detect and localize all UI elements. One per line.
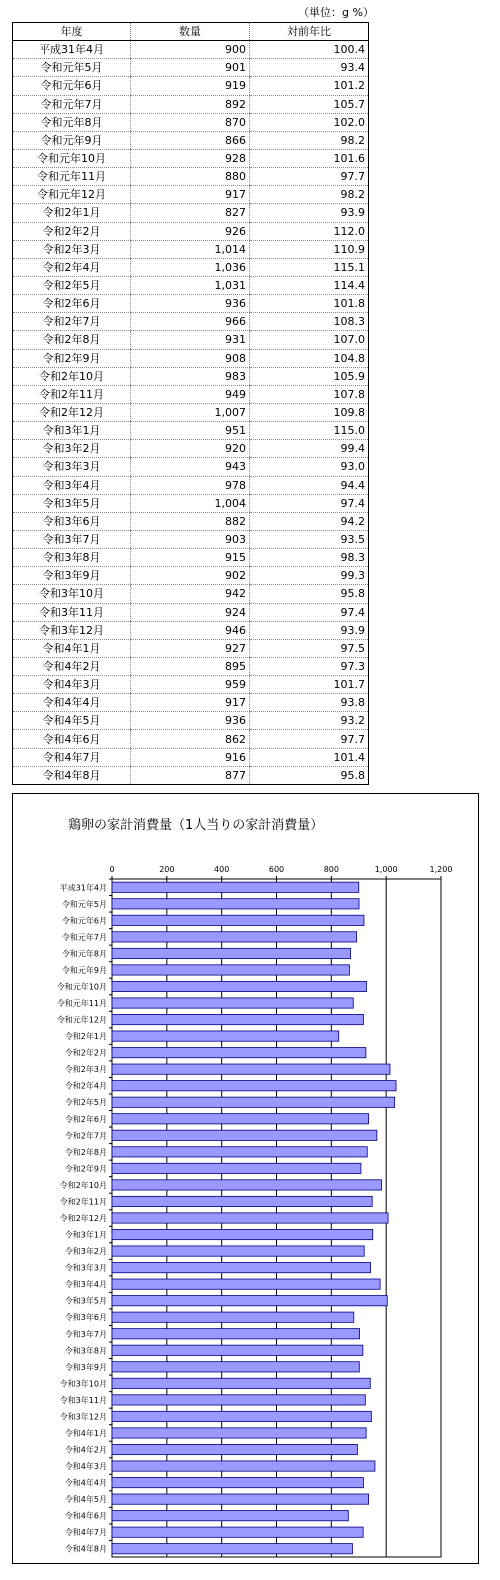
cell-yoy-ratio: 98.2 bbox=[250, 131, 369, 149]
table-row bbox=[13, 676, 369, 694]
bar bbox=[112, 1014, 363, 1024]
cell-yoy-ratio: 107.8 bbox=[250, 385, 369, 403]
cell-yoy-ratio: 95.8 bbox=[250, 766, 369, 784]
bar bbox=[112, 1362, 359, 1372]
cell-yoy-ratio: 108.3 bbox=[250, 313, 369, 331]
table-row bbox=[13, 748, 369, 766]
bar bbox=[112, 1527, 363, 1537]
cell-yoy-ratio: 105.7 bbox=[250, 95, 369, 113]
cell-month: 令和元年5月 bbox=[13, 59, 131, 77]
table-row bbox=[13, 403, 369, 421]
cell-month: 令和3年10月 bbox=[13, 585, 131, 603]
cell-quantity: 949 bbox=[131, 385, 250, 403]
cell-quantity: 1,014 bbox=[131, 240, 250, 258]
bar bbox=[112, 1378, 370, 1388]
cell-yoy-ratio: 93.9 bbox=[250, 204, 369, 222]
y-tick-label: 令和元年5月 bbox=[61, 899, 107, 909]
table-row bbox=[13, 149, 369, 167]
cell-quantity: 892 bbox=[131, 95, 250, 113]
y-tick-label: 令和2年3月 bbox=[64, 1065, 107, 1075]
bar bbox=[112, 1428, 366, 1438]
table-row bbox=[13, 331, 369, 349]
cell-yoy-ratio: 107.0 bbox=[250, 331, 369, 349]
bar bbox=[112, 965, 349, 975]
bar bbox=[112, 899, 359, 909]
header-year: 年度 bbox=[13, 23, 131, 41]
cell-yoy-ratio: 99.3 bbox=[250, 567, 369, 585]
table-body bbox=[13, 41, 369, 785]
cell-month: 令和4年8月 bbox=[13, 766, 131, 784]
cell-yoy-ratio: 99.4 bbox=[250, 440, 369, 458]
cell-month: 令和2年8月 bbox=[13, 331, 131, 349]
cell-month: 令和元年10月 bbox=[13, 149, 131, 167]
cell-yoy-ratio: 93.8 bbox=[250, 694, 369, 712]
y-tick-label: 令和2年7月 bbox=[64, 1131, 107, 1141]
table-row bbox=[13, 204, 369, 222]
table-row bbox=[13, 639, 369, 657]
table-row bbox=[13, 458, 369, 476]
bar bbox=[112, 981, 366, 991]
bar bbox=[112, 1097, 395, 1107]
cell-month: 令和3年8月 bbox=[13, 549, 131, 567]
cell-quantity: 966 bbox=[131, 313, 250, 331]
cell-quantity: 919 bbox=[131, 77, 250, 95]
cell-quantity: 924 bbox=[131, 603, 250, 621]
bar bbox=[112, 1064, 390, 1074]
cell-month: 令和4年2月 bbox=[13, 657, 131, 675]
cell-yoy-ratio: 115.1 bbox=[250, 258, 369, 276]
cell-month: 令和元年9月 bbox=[13, 131, 131, 149]
bar bbox=[112, 1444, 357, 1454]
bar bbox=[112, 1163, 361, 1173]
y-tick-label: 令和2年5月 bbox=[64, 1098, 107, 1108]
cell-quantity: 917 bbox=[131, 186, 250, 204]
table-row bbox=[13, 113, 369, 131]
cell-yoy-ratio: 104.8 bbox=[250, 349, 369, 367]
cell-yoy-ratio: 94.2 bbox=[250, 512, 369, 530]
cell-quantity: 928 bbox=[131, 149, 250, 167]
y-tick-label: 令和2年10月 bbox=[59, 1180, 107, 1190]
y-tick-label: 令和3年4月 bbox=[64, 1280, 107, 1290]
cell-month: 令和元年12月 bbox=[13, 186, 131, 204]
cell-month: 令和4年7月 bbox=[13, 748, 131, 766]
cell-yoy-ratio: 105.9 bbox=[250, 367, 369, 385]
y-tick-label: 令和4年5月 bbox=[64, 1495, 107, 1505]
cell-yoy-ratio: 109.8 bbox=[250, 403, 369, 421]
bar bbox=[112, 1147, 367, 1157]
y-tick-label: 令和4年1月 bbox=[64, 1428, 107, 1438]
bar bbox=[112, 948, 351, 958]
cell-month: 令和4年6月 bbox=[13, 730, 131, 748]
cell-month: 令和3年3月 bbox=[13, 458, 131, 476]
cell-yoy-ratio: 97.7 bbox=[250, 730, 369, 748]
cell-quantity: 866 bbox=[131, 131, 250, 149]
y-tick-label: 令和3年9月 bbox=[64, 1362, 107, 1372]
y-tick-label: 令和3年6月 bbox=[64, 1313, 107, 1323]
x-tick-label: 1,200 bbox=[429, 865, 453, 874]
cell-quantity: 936 bbox=[131, 295, 250, 313]
cell-quantity: 880 bbox=[131, 168, 250, 186]
cell-yoy-ratio: 97.4 bbox=[250, 603, 369, 621]
cell-quantity: 903 bbox=[131, 530, 250, 548]
header-yoy-ratio: 対前年比 bbox=[250, 23, 369, 41]
bar bbox=[112, 1114, 369, 1124]
table-row bbox=[13, 530, 369, 548]
table-row bbox=[13, 422, 369, 440]
cell-yoy-ratio: 97.4 bbox=[250, 494, 369, 512]
cell-month: 令和3年12月 bbox=[13, 621, 131, 639]
y-tick-label: 令和元年8月 bbox=[61, 949, 107, 959]
y-tick-label: 令和3年3月 bbox=[64, 1263, 107, 1273]
cell-month: 令和3年1月 bbox=[13, 422, 131, 440]
y-tick-label: 令和3年7月 bbox=[64, 1329, 107, 1339]
bar bbox=[112, 1081, 396, 1091]
y-tick-label: 令和3年5月 bbox=[64, 1296, 107, 1306]
cell-quantity: 917 bbox=[131, 694, 250, 712]
y-tick-label: 令和2年6月 bbox=[64, 1114, 107, 1124]
bar bbox=[112, 915, 364, 925]
y-tick-label: 令和4年7月 bbox=[64, 1528, 107, 1538]
cell-quantity: 895 bbox=[131, 657, 250, 675]
y-tick-label: 平成31年4月 bbox=[59, 883, 107, 893]
cell-month: 令和元年7月 bbox=[13, 95, 131, 113]
cell-month: 令和2年3月 bbox=[13, 240, 131, 258]
table-row bbox=[13, 95, 369, 113]
table-row bbox=[13, 349, 369, 367]
table-row bbox=[13, 313, 369, 331]
y-tick-label: 令和2年12月 bbox=[59, 1214, 107, 1223]
y-tick-label: 令和4年3月 bbox=[64, 1462, 107, 1472]
cell-month: 令和4年1月 bbox=[13, 639, 131, 657]
bar bbox=[112, 1461, 375, 1471]
cell-quantity: 978 bbox=[131, 476, 250, 494]
cell-month: 令和2年12月 bbox=[13, 403, 131, 421]
table-row bbox=[13, 476, 369, 494]
y-tick-label: 令和4年6月 bbox=[64, 1511, 107, 1521]
cell-quantity: 983 bbox=[131, 367, 250, 385]
y-tick-label: 令和元年10月 bbox=[56, 982, 107, 992]
cell-quantity: 908 bbox=[131, 349, 250, 367]
cell-month: 令和3年7月 bbox=[13, 530, 131, 548]
cell-month: 令和4年5月 bbox=[13, 712, 131, 730]
table-row bbox=[13, 512, 369, 530]
table-row bbox=[13, 385, 369, 403]
table-row bbox=[13, 657, 369, 675]
y-tick-label: 令和元年11月 bbox=[56, 999, 107, 1009]
cell-quantity: 1,036 bbox=[131, 258, 250, 276]
table-row bbox=[13, 440, 369, 458]
y-tick-label: 令和3年8月 bbox=[64, 1346, 107, 1356]
cell-yoy-ratio: 93.0 bbox=[250, 458, 369, 476]
x-tick-label: 0 bbox=[109, 865, 115, 874]
table-row bbox=[13, 222, 369, 240]
table-row bbox=[13, 168, 369, 186]
y-tick-label: 令和2年4月 bbox=[64, 1081, 107, 1091]
cell-yoy-ratio: 101.2 bbox=[250, 77, 369, 95]
bar bbox=[112, 1411, 371, 1421]
bar bbox=[112, 1180, 382, 1190]
cell-yoy-ratio: 98.2 bbox=[250, 186, 369, 204]
cell-yoy-ratio: 110.9 bbox=[250, 240, 369, 258]
bar bbox=[112, 1395, 365, 1405]
cell-quantity: 959 bbox=[131, 676, 250, 694]
x-tick-label: 400 bbox=[214, 865, 230, 874]
cell-quantity: 931 bbox=[131, 331, 250, 349]
cell-month: 令和2年9月 bbox=[13, 349, 131, 367]
y-tick-label: 令和元年6月 bbox=[61, 916, 107, 926]
cell-quantity: 882 bbox=[131, 512, 250, 530]
cell-quantity: 1,004 bbox=[131, 494, 250, 512]
x-tick-label: 1,000 bbox=[374, 865, 398, 874]
cell-quantity: 943 bbox=[131, 458, 250, 476]
bar bbox=[112, 1213, 388, 1223]
table-row bbox=[13, 567, 369, 585]
cell-yoy-ratio: 102.0 bbox=[250, 113, 369, 131]
table-row bbox=[13, 276, 369, 294]
table-header-row bbox=[13, 23, 369, 41]
cell-month: 令和3年6月 bbox=[13, 512, 131, 530]
table-row bbox=[13, 59, 369, 77]
cell-yoy-ratio: 98.3 bbox=[250, 549, 369, 567]
cell-quantity: 951 bbox=[131, 422, 250, 440]
bar bbox=[112, 1031, 339, 1041]
cell-month: 令和2年2月 bbox=[13, 222, 131, 240]
y-tick-label: 令和3年2月 bbox=[64, 1247, 107, 1257]
y-tick-label: 令和3年12月 bbox=[59, 1412, 107, 1422]
cell-quantity: 927 bbox=[131, 639, 250, 657]
cell-yoy-ratio: 101.6 bbox=[250, 149, 369, 167]
cell-month: 令和元年8月 bbox=[13, 113, 131, 131]
table-row bbox=[13, 494, 369, 512]
cell-quantity: 1,031 bbox=[131, 276, 250, 294]
header-quantity: 数量 bbox=[131, 23, 250, 41]
bar bbox=[112, 1296, 387, 1306]
x-tick-label: 200 bbox=[159, 865, 175, 874]
y-tick-label: 令和元年9月 bbox=[61, 965, 107, 975]
y-tick-label: 令和4年8月 bbox=[64, 1544, 107, 1554]
table-row bbox=[13, 77, 369, 95]
y-tick-label: 令和3年10月 bbox=[59, 1379, 107, 1389]
bar bbox=[112, 1246, 364, 1256]
cell-month: 令和2年10月 bbox=[13, 367, 131, 385]
cell-yoy-ratio: 97.3 bbox=[250, 657, 369, 675]
cell-quantity: 901 bbox=[131, 59, 250, 77]
cell-quantity: 926 bbox=[131, 222, 250, 240]
bar bbox=[112, 1048, 366, 1058]
cell-month: 令和4年4月 bbox=[13, 694, 131, 712]
table-row bbox=[13, 694, 369, 712]
y-tick-label: 令和3年1月 bbox=[64, 1230, 107, 1240]
cell-yoy-ratio: 93.2 bbox=[250, 712, 369, 730]
table-row bbox=[13, 367, 369, 385]
cell-quantity: 936 bbox=[131, 712, 250, 730]
bar bbox=[112, 1279, 380, 1289]
y-tick-label: 令和4年4月 bbox=[64, 1478, 107, 1488]
cell-yoy-ratio: 97.7 bbox=[250, 168, 369, 186]
cell-yoy-ratio: 93.4 bbox=[250, 59, 369, 77]
bar bbox=[112, 882, 359, 892]
cell-yoy-ratio: 94.4 bbox=[250, 476, 369, 494]
table-row bbox=[13, 131, 369, 149]
y-tick-label: 令和2年2月 bbox=[64, 1048, 107, 1058]
bar bbox=[112, 1130, 377, 1140]
table-row bbox=[13, 730, 369, 748]
cell-quantity: 870 bbox=[131, 113, 250, 131]
x-tick-label: 800 bbox=[323, 865, 339, 874]
cell-month: 平成31年4月 bbox=[13, 41, 131, 59]
cell-yoy-ratio: 95.8 bbox=[250, 585, 369, 603]
cell-yoy-ratio: 93.5 bbox=[250, 530, 369, 548]
y-tick-label: 令和2年9月 bbox=[64, 1164, 107, 1174]
cell-quantity: 862 bbox=[131, 730, 250, 748]
bar bbox=[112, 1312, 354, 1322]
cell-month: 令和3年11月 bbox=[13, 603, 131, 621]
y-tick-label: 令和元年12月 bbox=[56, 1015, 107, 1025]
table-row bbox=[13, 186, 369, 204]
table-row bbox=[13, 295, 369, 313]
data-table bbox=[12, 22, 369, 785]
bar bbox=[112, 1262, 371, 1272]
bar bbox=[112, 998, 353, 1008]
y-tick-label: 令和2年11月 bbox=[59, 1197, 107, 1207]
cell-yoy-ratio: 101.4 bbox=[250, 748, 369, 766]
cell-month: 令和3年5月 bbox=[13, 494, 131, 512]
x-tick-label: 600 bbox=[268, 865, 285, 874]
cell-month: 令和元年6月 bbox=[13, 77, 131, 95]
cell-month: 令和2年11月 bbox=[13, 385, 131, 403]
table-row bbox=[13, 585, 369, 603]
bar-chart bbox=[13, 794, 479, 1564]
cell-quantity: 900 bbox=[131, 41, 250, 59]
cell-yoy-ratio: 100.4 bbox=[250, 41, 369, 59]
cell-yoy-ratio: 97.5 bbox=[250, 639, 369, 657]
cell-month: 令和元年11月 bbox=[13, 168, 131, 186]
cell-month: 令和2年4月 bbox=[13, 258, 131, 276]
bar bbox=[112, 1494, 369, 1504]
bar bbox=[112, 1511, 348, 1521]
cell-quantity: 946 bbox=[131, 621, 250, 639]
bar bbox=[112, 1477, 363, 1487]
cell-quantity: 827 bbox=[131, 204, 250, 222]
cell-quantity: 915 bbox=[131, 549, 250, 567]
cell-month: 令和2年6月 bbox=[13, 295, 131, 313]
cell-yoy-ratio: 101.7 bbox=[250, 676, 369, 694]
cell-quantity: 1,007 bbox=[131, 403, 250, 421]
cell-month: 令和3年4月 bbox=[13, 476, 131, 494]
cell-quantity: 877 bbox=[131, 766, 250, 784]
bar bbox=[112, 932, 357, 942]
cell-yoy-ratio: 115.0 bbox=[250, 422, 369, 440]
cell-month: 令和2年5月 bbox=[13, 276, 131, 294]
cell-yoy-ratio: 114.4 bbox=[250, 276, 369, 294]
bar bbox=[112, 1229, 373, 1239]
table-row bbox=[13, 766, 369, 784]
y-tick-label: 令和2年8月 bbox=[64, 1147, 107, 1157]
cell-month: 令和3年9月 bbox=[13, 567, 131, 585]
cell-quantity: 902 bbox=[131, 567, 250, 585]
cell-month: 令和4年3月 bbox=[13, 676, 131, 694]
cell-month: 令和3年2月 bbox=[13, 440, 131, 458]
bar bbox=[112, 1544, 352, 1554]
table-row bbox=[13, 621, 369, 639]
cell-month: 令和2年7月 bbox=[13, 313, 131, 331]
bar bbox=[112, 1196, 372, 1206]
table-row bbox=[13, 41, 369, 59]
cell-quantity: 920 bbox=[131, 440, 250, 458]
cell-yoy-ratio: 101.8 bbox=[250, 295, 369, 313]
chart-title: 鶏卵の家計消費量（1人当りの家計消費量） bbox=[68, 818, 324, 833]
chart-area bbox=[12, 793, 479, 1564]
table-row bbox=[13, 712, 369, 730]
y-tick-label: 令和2年1月 bbox=[64, 1032, 107, 1042]
cell-quantity: 916 bbox=[131, 748, 250, 766]
unit-note: （単位：g %） bbox=[298, 6, 374, 19]
cell-yoy-ratio: 112.0 bbox=[250, 222, 369, 240]
y-tick-label: 令和4年2月 bbox=[64, 1445, 107, 1455]
cell-quantity: 942 bbox=[131, 585, 250, 603]
cell-yoy-ratio: 93.9 bbox=[250, 621, 369, 639]
table-row bbox=[13, 240, 369, 258]
y-tick-label: 令和3年11月 bbox=[59, 1395, 107, 1405]
bar bbox=[112, 1329, 360, 1339]
y-tick-label: 令和元年7月 bbox=[61, 932, 107, 942]
table-row bbox=[13, 603, 369, 621]
bar bbox=[112, 1345, 363, 1355]
cell-month: 令和2年1月 bbox=[13, 204, 131, 222]
table-row bbox=[13, 258, 369, 276]
table-row bbox=[13, 549, 369, 567]
